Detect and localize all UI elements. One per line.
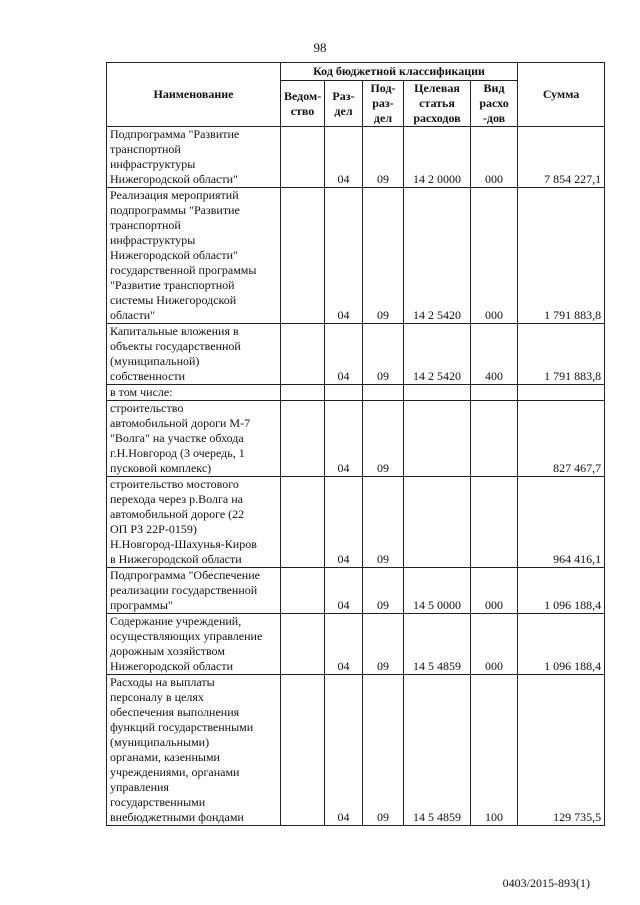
row-celevaya-cell: 14 2 0000 [404,127,471,188]
row-podrazdel-cell: 09 [363,568,404,614]
row-vid-cell: 400 [471,324,518,385]
budget-table [106,62,605,826]
row-name-cell: Содержание учреждений, осуществляющих управление дорожным хозяйством Нижегородской области [107,614,281,675]
row-podrazdel-cell [363,385,404,401]
row-name-cell: Подпрограмма "Обеспечение реализации государственной программы" [107,568,281,614]
row-vedomstvo-cell [281,127,325,188]
table-row [107,477,605,568]
header-vedomstvo: Ведом- ство [281,81,325,127]
row-summa-cell: 827 467,7 [518,401,605,477]
row-vid-cell [471,401,518,477]
table-row [107,675,605,826]
row-razdel-cell: 04 [325,324,363,385]
row-vedomstvo-cell [281,188,325,324]
header-name: Наименование [107,63,281,127]
row-vid-cell: 000 [471,188,518,324]
row-name-cell: строительство мостового перехода через р.Волга на автомобильной дороге (22 ОП РЗ 22Р-0159) Н.Новгород-Шахунья-Киров в Нижегородской области [107,477,281,568]
row-razdel-cell: 04 [325,568,363,614]
page-number: 98 [313,40,327,55]
row-vedomstvo-cell [281,568,325,614]
table-row [107,614,605,675]
row-vedomstvo-cell [281,477,325,568]
row-celevaya-cell [404,477,471,568]
row-name-cell: Расходы на выплаты персоналу в целях обеспечения выполнения функций государственными (муниципальными) органами, казенными учреждениями, органами управления государственными внебюджетными фондами [107,675,281,826]
table-row [107,324,605,385]
row-podrazdel-cell: 09 [363,127,404,188]
row-vedomstvo-cell [281,675,325,826]
row-razdel-cell: 04 [325,188,363,324]
row-name-cell: Капитальные вложения в объекты государственной (муниципальной) собственности [107,324,281,385]
table-row [107,385,605,401]
row-podrazdel-cell: 09 [363,188,404,324]
row-summa-cell: 1 096 188,4 [518,614,605,675]
row-razdel-cell: 04 [325,675,363,826]
table-row [107,568,605,614]
row-celevaya-cell: 14 5 4859 [404,675,471,826]
row-celevaya-cell: 14 5 0000 [404,568,471,614]
row-vid-cell: 000 [471,568,518,614]
row-summa-cell: 7 854 227,1 [518,127,605,188]
row-name-cell: в том числе: [107,385,281,401]
header-celevaya: Целевая статья расходов [404,81,471,127]
header-code-group: Код бюджетной классификации [281,63,518,81]
header-podrazdel: Под- раз- дел [363,81,404,127]
row-vid-cell: 100 [471,675,518,826]
row-vedomstvo-cell [281,401,325,477]
row-razdel-cell: 04 [325,614,363,675]
row-razdel-cell: 04 [325,477,363,568]
row-summa-cell: 1 791 883,8 [518,324,605,385]
row-podrazdel-cell: 09 [363,675,404,826]
header-vid: Вид расхо -дов [471,81,518,127]
row-celevaya-cell: 14 5 4859 [404,614,471,675]
row-vedomstvo-cell [281,614,325,675]
row-name-cell: Подпрограмма "Развитие транспортной инфраструктуры Нижегородской области" [107,127,281,188]
row-celevaya-cell [404,385,471,401]
row-vid-cell [471,477,518,568]
row-celevaya-cell: 14 2 5420 [404,188,471,324]
row-vedomstvo-cell [281,385,325,401]
row-summa-cell [518,385,605,401]
row-podrazdel-cell: 09 [363,477,404,568]
row-vid-cell [471,385,518,401]
row-summa-cell: 1 096 188,4 [518,568,605,614]
row-vid-cell: 000 [471,614,518,675]
row-summa-cell: 129 735,5 [518,675,605,826]
row-razdel-cell [325,385,363,401]
row-vid-cell: 000 [471,127,518,188]
header-summa: Сумма [518,63,605,127]
row-podrazdel-cell: 09 [363,614,404,675]
table-row [107,127,605,188]
footer-document-code: 0403/2015-893(1) [502,876,590,890]
row-razdel-cell: 04 [325,127,363,188]
row-vedomstvo-cell [281,324,325,385]
row-podrazdel-cell: 09 [363,401,404,477]
header-razdel: Раз- дел [325,81,363,127]
row-name-cell: строительство автомобильной дороги М-7 "Волга" на участке обхода г.Н.Новгород (3 очередь, 1 пусковой комплекс) [107,401,281,477]
row-summa-cell: 964 416,1 [518,477,605,568]
table-row [107,188,605,324]
row-podrazdel-cell: 09 [363,324,404,385]
row-razdel-cell: 04 [325,401,363,477]
row-celevaya-cell [404,401,471,477]
table-row [107,401,605,477]
row-celevaya-cell: 14 2 5420 [404,324,471,385]
row-name-cell: Реализация мероприятий подпрограммы "Развитие транспортной инфраструктуры Нижегородской области" государственной программы "Развитие транспортной системы Нижегородской области" [107,188,281,324]
row-summa-cell: 1 791 883,8 [518,188,605,324]
